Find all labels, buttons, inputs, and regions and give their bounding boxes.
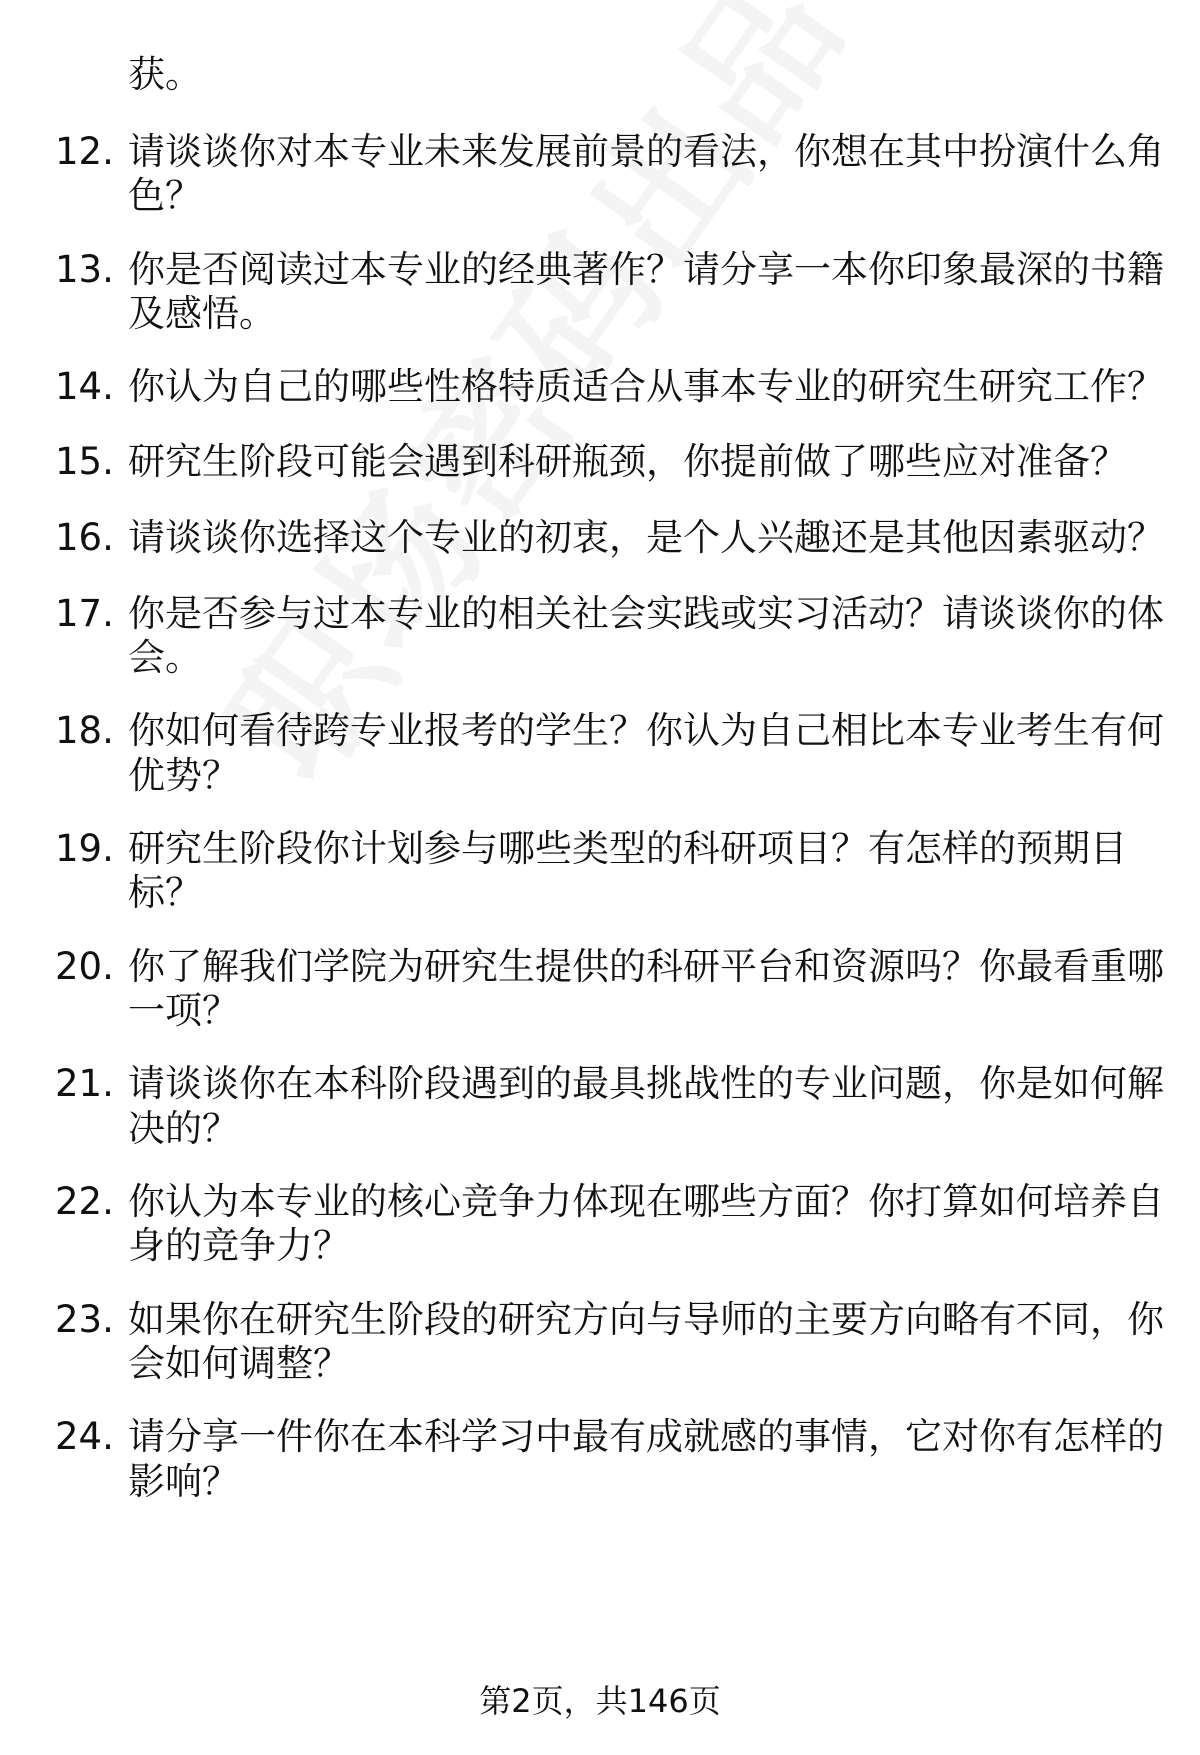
question-text: 影响？ <box>128 1460 239 1503</box>
question-text: 你认为自己的哪些性格特质适合从事本专业的研究生研究工作？ <box>128 365 1164 408</box>
question-text: 优势？ <box>128 754 239 797</box>
question-text: 请谈谈你选择这个专业的初衷，是个人兴趣还是其他因素驱动？ <box>128 516 1164 559</box>
question-text: 会。 <box>128 636 202 679</box>
question-text: 研究生阶段可能会遇到科研瓶颈，你提前做了哪些应对准备？ <box>128 440 1127 483</box>
page-footer: 第2页，共146页 <box>479 1682 721 1720</box>
question-number: 22. <box>55 1180 114 1223</box>
question-number: 13. <box>55 248 114 291</box>
continuation-text: 获。 <box>128 53 202 96</box>
question-number: 12. <box>55 130 114 173</box>
question-number: 14. <box>55 365 114 408</box>
question-text: 及感悟。 <box>128 292 276 335</box>
question-text: 请分享一件你在本科学习中最有成就感的事情，它对你有怎样的 <box>128 1415 1164 1458</box>
question-number: 16. <box>55 516 114 559</box>
question-text: 你是否参与过本专业的相关社会实践或实习活动？请谈谈你的体 <box>128 592 1164 635</box>
question-number: 19. <box>55 827 114 870</box>
question-number: 15. <box>55 440 114 483</box>
question-text: 你认为本专业的核心竞争力体现在哪些方面？你打算如何培养自 <box>128 1180 1164 1223</box>
question-text: 你了解我们学院为研究生提供的科研平台和资源吗？你最看重哪 <box>128 945 1164 988</box>
question-text: 研究生阶段你计划参与哪些类型的科研项目？有怎样的预期目 <box>128 827 1127 870</box>
question-number: 18. <box>55 709 114 752</box>
question-text: 请谈谈你对本专业未来发展前景的看法，你想在其中扮演什么角 <box>128 130 1164 173</box>
question-number: 23. <box>55 1298 114 1341</box>
question-number: 21. <box>55 1062 114 1105</box>
question-text: 身的竞争力？ <box>128 1224 350 1267</box>
question-text: 标？ <box>128 871 202 914</box>
question-text: 你是否阅读过本专业的经典著作？请分享一本你印象最深的书籍 <box>128 248 1164 291</box>
question-text: 你如何看待跨专业报考的学生？你认为自己相比本专业考生有何 <box>128 709 1164 752</box>
question-number: 24. <box>55 1415 114 1458</box>
question-text: 色？ <box>128 174 202 217</box>
question-text: 一项？ <box>128 989 239 1032</box>
question-text: 会如何调整？ <box>128 1342 350 1385</box>
question-number: 20. <box>55 945 114 988</box>
question-text: 决的？ <box>128 1107 239 1150</box>
question-number: 17. <box>55 592 114 635</box>
question-text: 如果你在研究生阶段的研究方向与导师的主要方向略有不同，你 <box>128 1298 1164 1341</box>
question-text: 请谈谈你在本科阶段遇到的最具挑战性的专业问题，你是如何解 <box>128 1062 1164 1105</box>
